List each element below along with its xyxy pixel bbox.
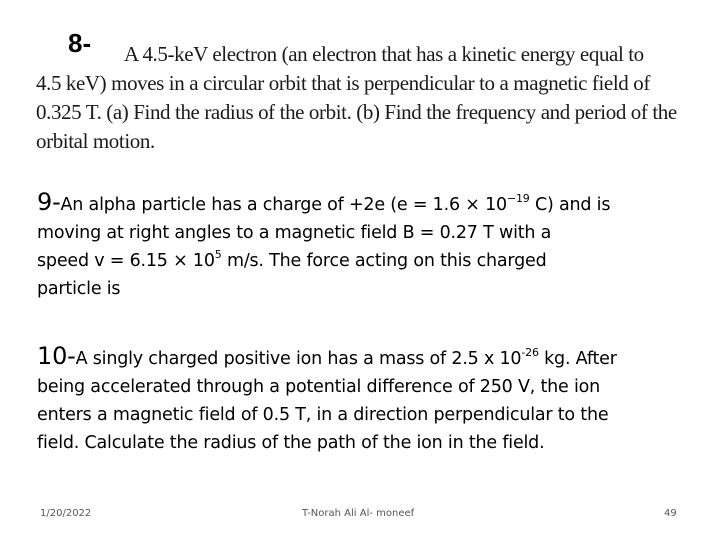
question-8-line: A 4.5-keV electron (an electron that has a kinetic energy equal to: [124, 42, 644, 66]
question-9-line: [37, 247, 697, 275]
question-8-line: 0.325 T. (a) Find the radius of the orbit. (b) Find the frequency and period of the: [36, 100, 677, 124]
question-9-line: [37, 188, 697, 219]
question-9-text: m/s. The force acting on this charged: [221, 251, 547, 271]
question-9-exponent: −19: [506, 192, 530, 206]
question-10-line: enters a magnetic field of 0.5 T, in a direction perpendicular to the: [37, 405, 609, 425]
footer-page-number: 49: [664, 508, 677, 519]
question-9-line: particle is: [37, 279, 121, 299]
question-9-text: C) and is: [529, 195, 611, 215]
footer-date: 1/20/2022: [40, 508, 92, 519]
question-9: [37, 188, 697, 303]
question-8-line: orbital motion.: [36, 129, 155, 153]
question-9-line: moving at right angles to a magnetic field B = 0.27 T with a: [37, 223, 552, 243]
question-10: [37, 342, 697, 457]
footer-author: T-Norah Ali Al- moneef: [302, 508, 415, 519]
question-9-text: speed v = 6.15 × 10: [37, 251, 215, 271]
question-8-image-text: [36, 40, 686, 156]
question-10-line: being accelerated through a potential difference of 250 V, the ion: [37, 377, 601, 397]
question-10-exponent: -26: [521, 346, 539, 360]
question-9-exponent: 5: [214, 248, 222, 262]
question-10-text: A singly charged positive ion has a mass of 2.5 x 10: [75, 349, 522, 369]
question-10-text: kg. After: [538, 349, 617, 369]
question-8-line: 4.5 keV) moves in a circular orbit that is perpendicular to a magnetic field of: [36, 71, 650, 95]
question-10-line: [37, 342, 697, 373]
question-8-number: 8-: [68, 28, 92, 58]
question-10-line: field. Calculate the radius of the path of the ion in the field.: [37, 433, 545, 453]
question-9-number: 9-: [37, 188, 61, 216]
question-10-number: 10-: [37, 342, 76, 370]
question-9-text: An alpha particle has a charge of +2e (e = 1.6 × 10: [60, 195, 507, 215]
